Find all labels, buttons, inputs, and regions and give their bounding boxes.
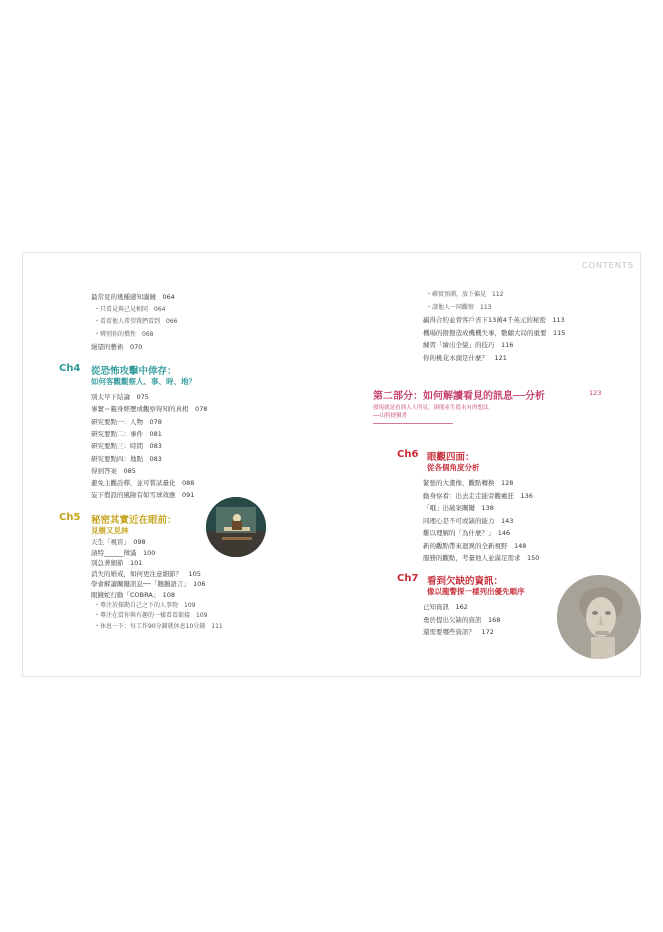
toc-entry: ・休息一下：每工作90分鐘就休息10分鐘 111: [94, 622, 223, 630]
toc-entry: 天生「視盲」 098: [91, 538, 146, 546]
chapter-number: Ch6: [397, 449, 419, 460]
part-quote-author: ──山特捷爾書: [373, 413, 408, 419]
toc-entry: 研究要點二：事件 081: [91, 429, 162, 438]
toc-entry: 事實＝親身經歷或觀察得知的真相 078: [91, 405, 208, 414]
toc-entry: 緊張的大畫像，觀點轉換 128: [423, 479, 514, 487]
toc-entry: 你的桃花木頭是什麼？ 121: [423, 353, 507, 362]
toc-entry: 別太早下結論 075: [91, 393, 149, 401]
part-title: 第二部分：如何解讀看見的訊息──分析: [373, 391, 546, 402]
chapter-number: Ch4: [59, 363, 81, 374]
toc-entry: 「哦」出破案關鍵 138: [423, 504, 494, 512]
toc-entry: 勇於提出欠缺的資訊 168: [423, 615, 501, 624]
contents-spread: [22, 252, 641, 677]
toc-entry: ・確實預測，放下偏見 112: [426, 291, 504, 298]
toc-entry: 新的觀點帶來迴異的全新視野 148: [423, 541, 527, 550]
toc-entry: 服務的觀點，考量他人並滿足需求 150: [423, 554, 540, 562]
chapter-title: 看到欠缺的資訊：: [427, 576, 504, 587]
toc-entry: 最常見的幾種感知濾鏡 064: [91, 293, 175, 301]
toc-entry: ・看看他人希望我們看到 066: [94, 318, 178, 325]
part-rule: [373, 423, 453, 424]
chapter-number: Ch5: [59, 512, 81, 523]
toc-entry: 學會解讀關鍵訊息──「鵝鵝語言」 106: [91, 580, 206, 589]
toc-entry: ・請他人一同觀察 113: [426, 303, 492, 311]
chapter-number: Ch7: [397, 573, 419, 584]
toc-entry: 機場的撥撥造成機機失事，數顧大局的重要 115: [423, 328, 566, 337]
chapter-subtitle: 見樹又見林: [91, 526, 129, 535]
toc-entry: 避免主觀詮釋，並可嘗試量化 088: [91, 479, 195, 488]
toc-entry: 難以理解的「為什麼？」 146: [423, 529, 511, 537]
toc-entry: 別急著細節 101: [91, 559, 143, 568]
statue-image: [557, 575, 641, 659]
toc-entry: ・只看見與己見相同 064: [94, 305, 166, 313]
toc-entry: 妄下假設的風險有如雪球效應 091: [91, 491, 195, 500]
toc-entry: 研究要點三：時間 083: [91, 442, 162, 451]
part-quote: 發現就是看到人人所見，卻能產生從未有的想法。: [373, 405, 495, 411]
toc-entry: ・專注在當你與有趣的一樣看看銜接 109: [94, 612, 208, 620]
chapter-subtitle: 像以龍警探一樣列出優先順序: [427, 587, 525, 596]
chapter-subtitle: 如何客觀觀察人、事、時、地？: [91, 377, 196, 386]
toc-entry: 請特______徵滿 100: [91, 548, 156, 557]
toc-entry: 還需要哪些資訊？ 172: [423, 628, 494, 636]
chapter-title: 眼觀四面：: [427, 452, 475, 463]
toc-entry: 研究要點四：地點 083: [91, 454, 162, 463]
toc-entry: 消失的婚戒，如何更注意細節？ 105: [91, 569, 201, 578]
toc-entry: 動身察看：出去走走能旁觀瘋狂 136: [423, 491, 533, 500]
chapter-title: 從恐怖攻擊中倖存：: [91, 366, 177, 377]
toc-entry: 贏得合約並替客戶省下13萬4千英元的秘密 113: [423, 316, 565, 324]
toc-entry: 已知資訊 162: [423, 603, 468, 611]
diner-painting-image: [206, 497, 266, 557]
toc-entry: 研究要點一：人物 078: [91, 417, 162, 426]
toc-entry: ・專注於探勘自己之下的人事物 109: [94, 601, 196, 609]
chapter-subtitle: 從各個角度分析: [427, 463, 480, 472]
part-page: 123: [589, 389, 602, 397]
toc-entry: ・辨別你的慣性 068: [94, 330, 154, 338]
chapter-title: 秘密其實近在眼前：: [91, 515, 177, 526]
toc-entry: 練習「繪出全貌」的技巧 116: [423, 341, 514, 349]
toc-entry: 眼鏡蛇行動「COBRA」 108: [91, 591, 175, 599]
running-header: CONTENTS: [582, 261, 634, 270]
toc-entry: 絕望的藝術 070: [91, 343, 143, 351]
toc-entry: 同理心是不可或缺的能力 143: [423, 516, 514, 525]
toc-entry: 得到答案 085: [91, 466, 136, 475]
